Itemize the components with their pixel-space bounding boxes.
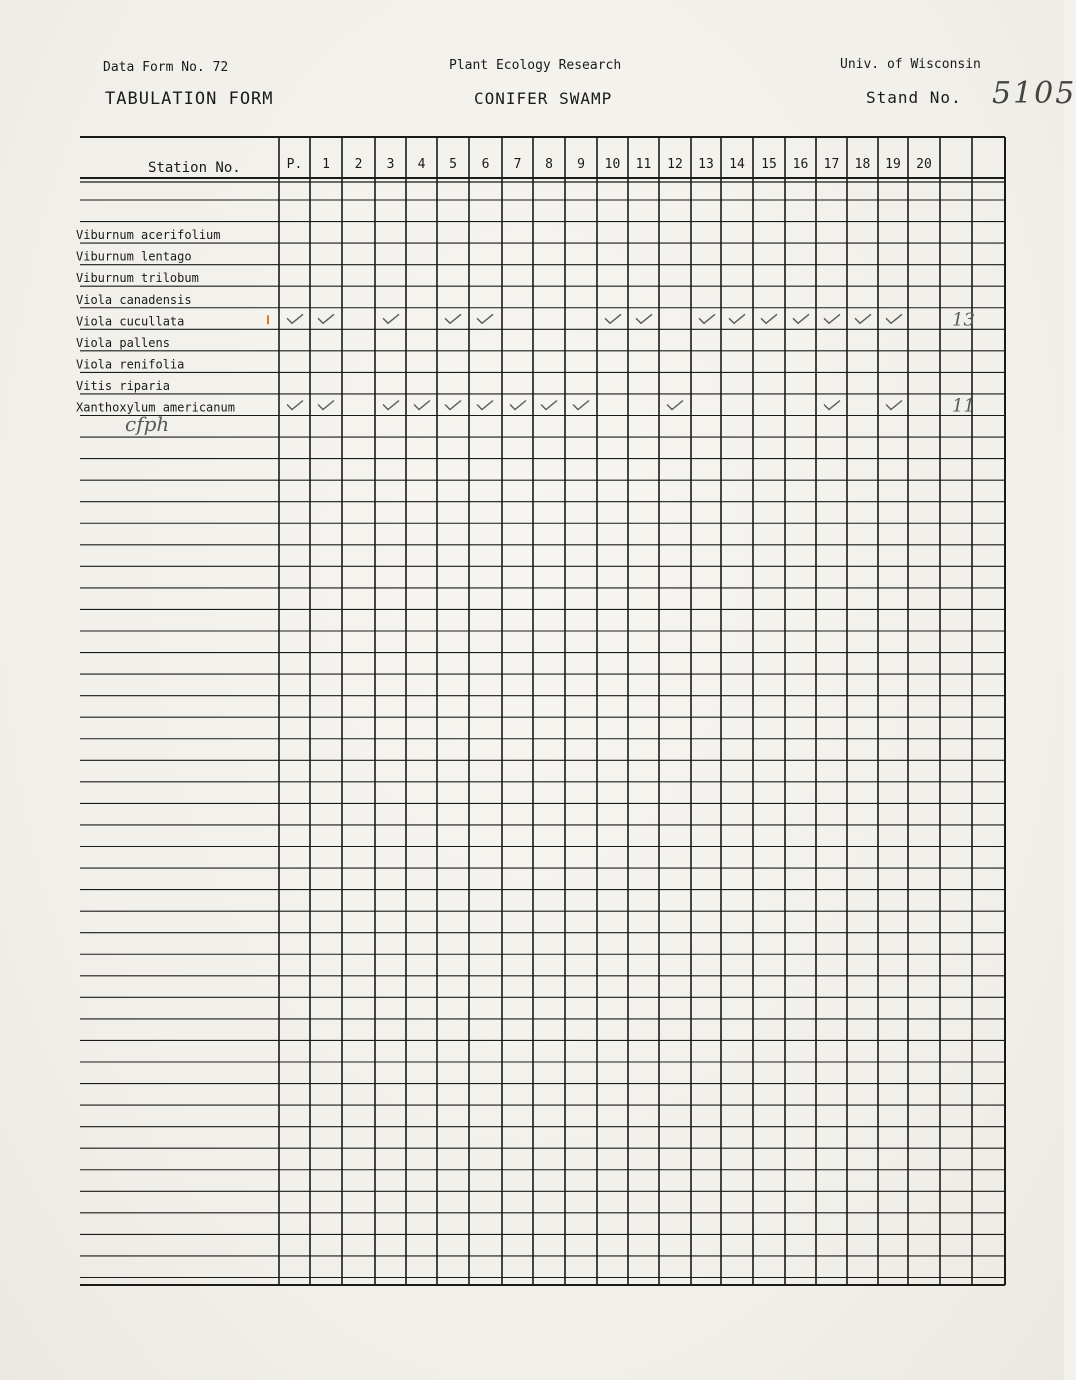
university-name: Univ. of Wisconsin xyxy=(840,57,981,72)
species-label: Viburnum acerifolium xyxy=(76,228,221,243)
check-mark xyxy=(383,314,399,323)
column-header: 15 xyxy=(761,157,777,172)
column-header: 17 xyxy=(823,157,840,172)
check-mark xyxy=(824,401,840,410)
check-mark xyxy=(287,401,303,410)
check-mark xyxy=(318,314,334,323)
column-header: 18 xyxy=(854,157,871,172)
check-mark xyxy=(414,401,430,410)
check-mark xyxy=(605,314,621,323)
community-title: CONIFER SWAMP xyxy=(474,89,613,108)
column-header: 1 xyxy=(322,157,330,172)
species-label: Viola renifolia xyxy=(76,357,185,372)
column-header: 10 xyxy=(604,157,621,172)
check-mark xyxy=(886,314,902,323)
row-total: 11 xyxy=(952,395,975,417)
column-header: 12 xyxy=(667,157,683,172)
column-header: 5 xyxy=(449,157,457,172)
check-mark xyxy=(761,314,777,323)
column-header: 7 xyxy=(513,157,522,172)
species-label: Viburnum trilobum xyxy=(76,271,199,286)
check-mark xyxy=(886,401,902,410)
stand-number-label: Stand No. xyxy=(866,88,962,107)
column-header: P. xyxy=(286,157,303,172)
species-label: Viburnum lentago xyxy=(76,249,192,264)
research-title: Plant Ecology Research xyxy=(449,58,622,73)
station-no-label: Station No. xyxy=(148,160,241,176)
check-mark xyxy=(855,314,871,323)
check-mark xyxy=(477,314,493,323)
check-mark xyxy=(318,401,334,410)
check-mark xyxy=(510,401,526,410)
column-header: 20 xyxy=(916,157,932,172)
check-mark xyxy=(667,401,683,410)
check-mark xyxy=(477,401,493,410)
column-header: 16 xyxy=(792,157,809,172)
species-label: Viola canadensis xyxy=(76,292,192,307)
column-header: 19 xyxy=(885,157,901,172)
check-mark xyxy=(573,401,589,410)
column-header: 2 xyxy=(354,157,363,172)
check-mark xyxy=(699,314,715,323)
species-label: Xanthoxylum americanum xyxy=(76,400,235,415)
check-mark xyxy=(636,314,652,323)
check-mark xyxy=(824,314,840,323)
check-mark xyxy=(287,314,303,323)
form-number: Data Form No. 72 xyxy=(103,60,229,75)
column-header: 9 xyxy=(577,157,585,172)
check-mark xyxy=(541,401,557,410)
species-label: Viola pallens xyxy=(76,335,170,350)
form-title: TABULATION FORM xyxy=(105,89,274,109)
check-mark xyxy=(445,401,461,410)
species-label: Vitis riparia xyxy=(76,378,170,393)
stand-number-value: 5105 xyxy=(992,76,1076,111)
column-header: 6 xyxy=(481,157,490,172)
check-mark xyxy=(729,314,745,323)
column-header: 4 xyxy=(417,157,426,172)
column-header: 8 xyxy=(545,157,553,172)
column-header: 13 xyxy=(698,157,714,172)
column-header: 11 xyxy=(635,157,652,172)
check-mark xyxy=(383,401,399,410)
check-mark xyxy=(793,314,809,323)
species-label: Viola cucullata xyxy=(76,314,185,329)
check-mark xyxy=(445,314,461,323)
column-header: 14 xyxy=(729,157,745,172)
handwritten-species-entry: cfph xyxy=(125,412,170,437)
column-header: 3 xyxy=(386,157,395,172)
row-total: 13 xyxy=(952,309,975,331)
